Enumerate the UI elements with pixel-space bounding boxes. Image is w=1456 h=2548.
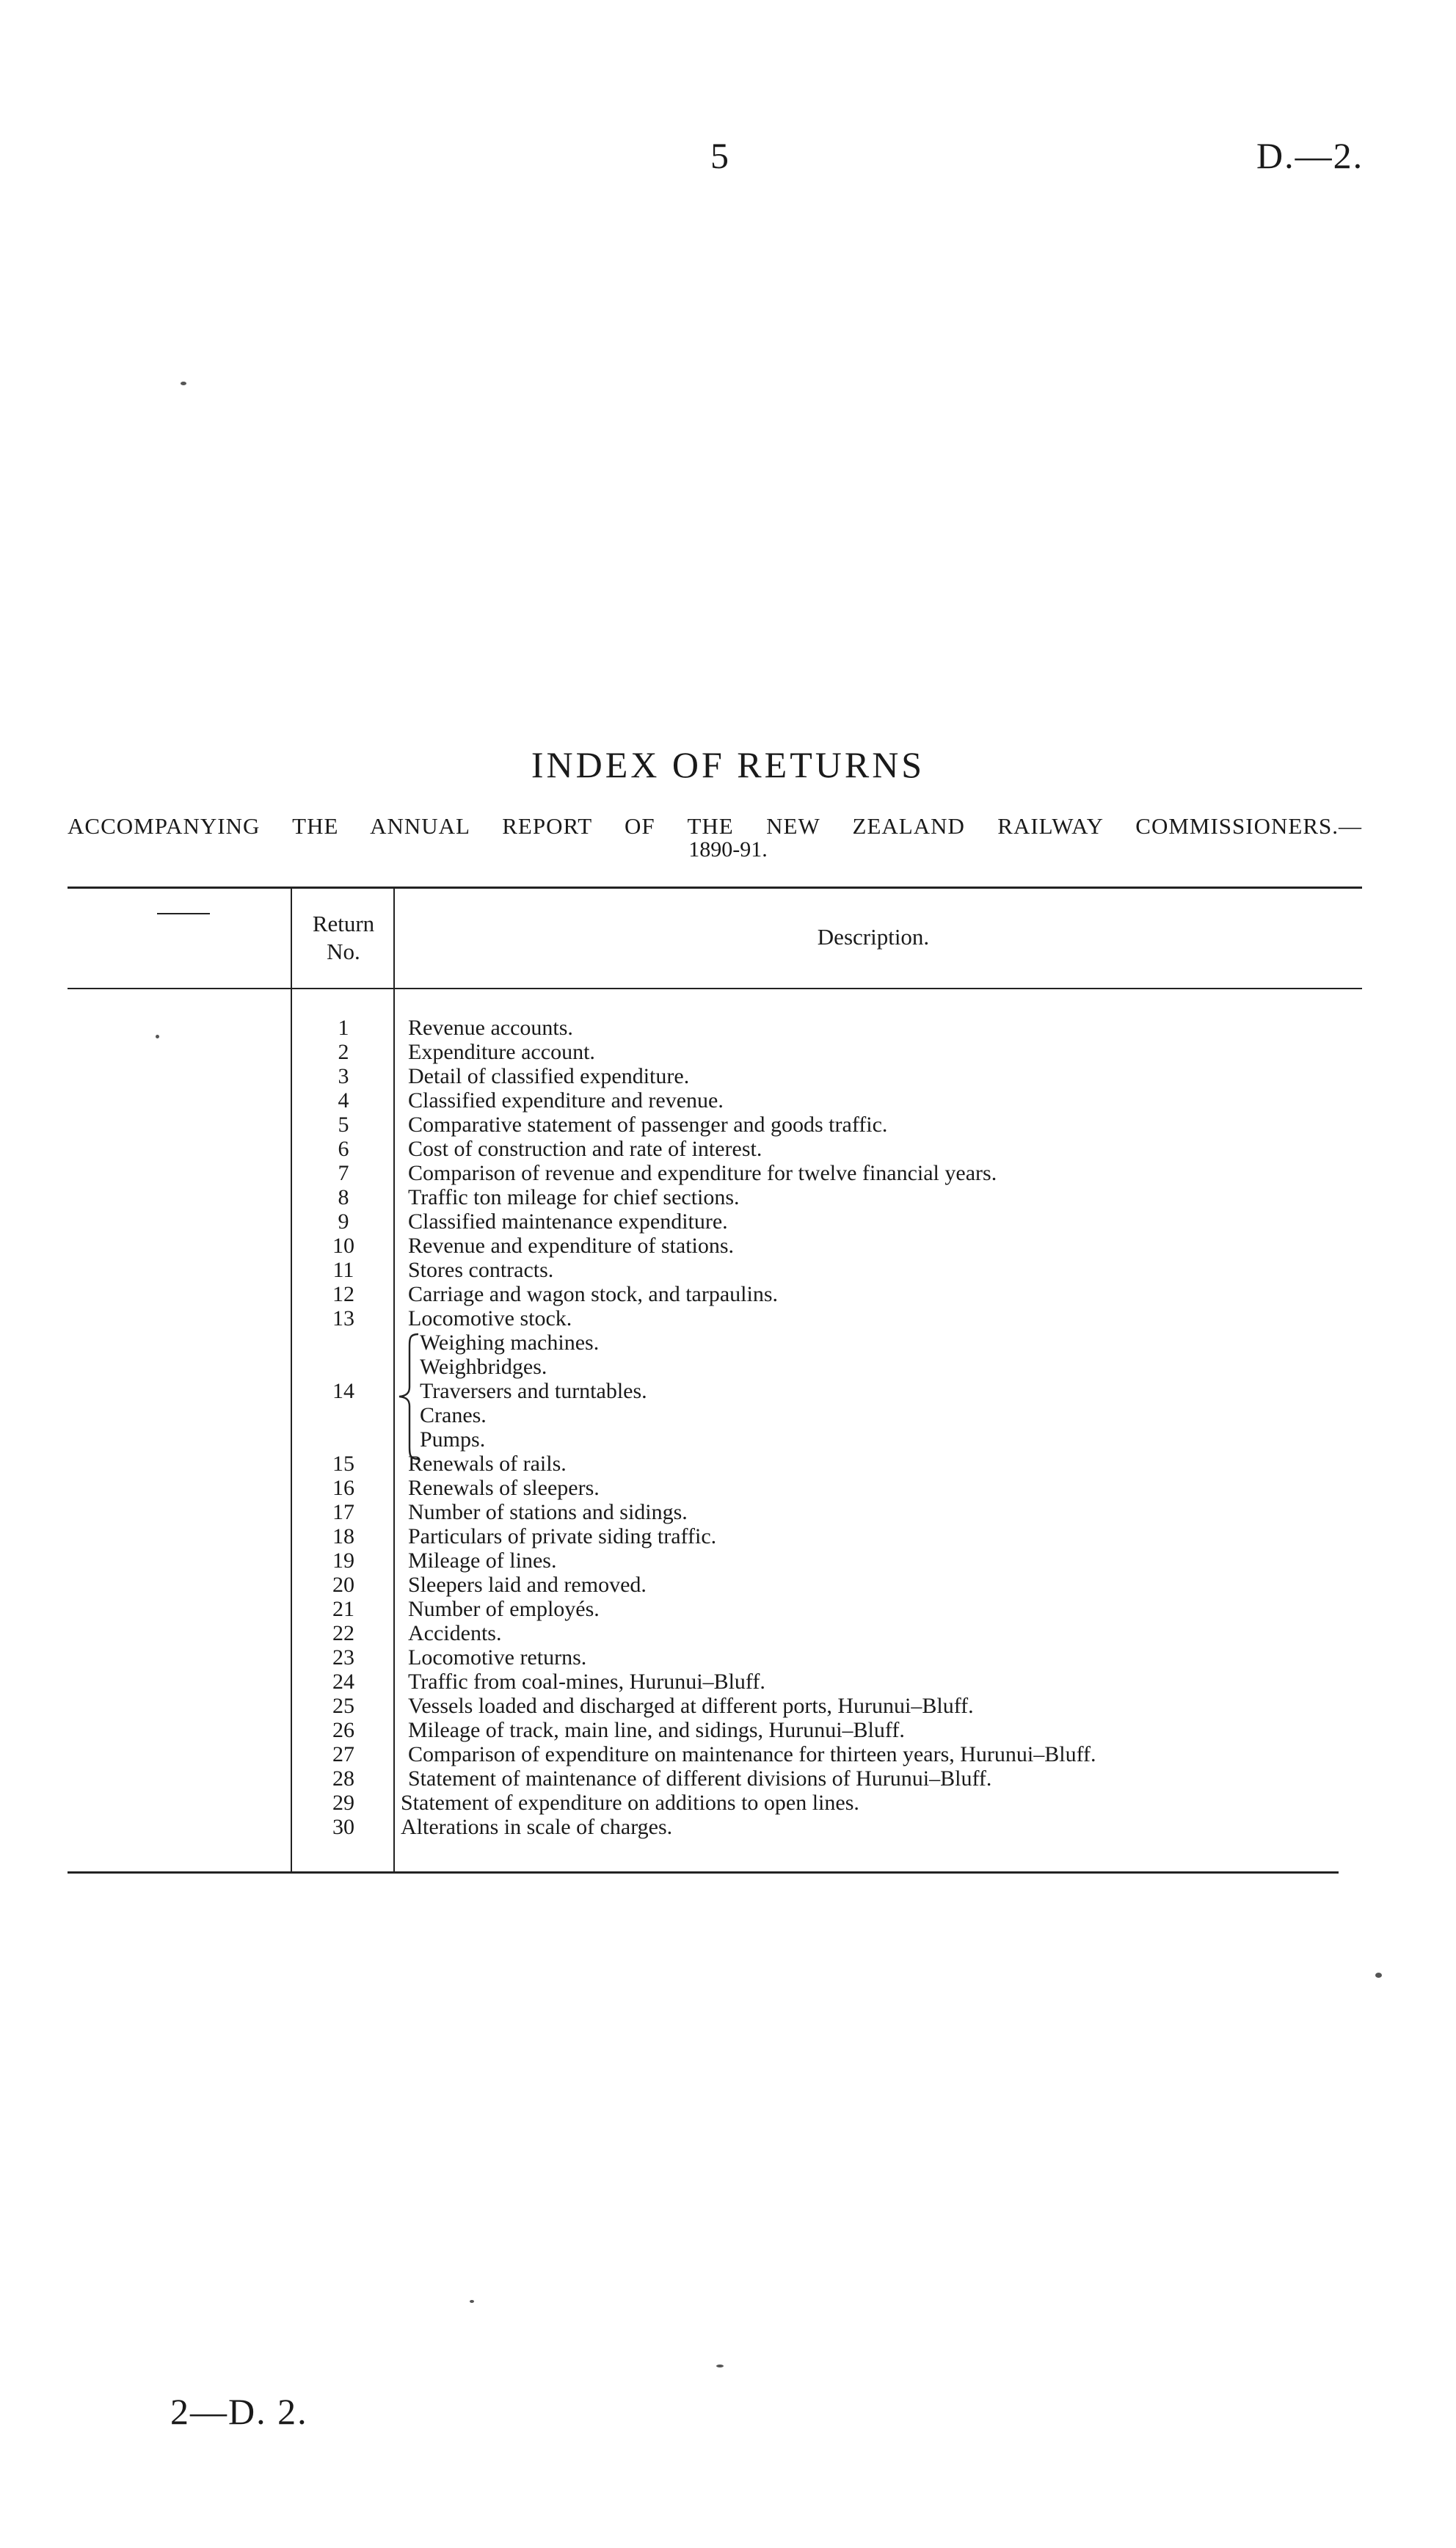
return-number: 9 [338,1209,349,1234]
return-description: Traffic from coal-mines, Hurunui–Bluff. [408,1670,765,1694]
return-description: Traffic ton mileage for chief sections. [408,1185,740,1209]
return-number: 3 [338,1064,349,1088]
grouped-item: Pumps. [420,1427,486,1452]
scan-speck [1375,1973,1382,1978]
signature-mark: 2—D. 2. [170,2391,308,2432]
return-number: 2 [338,1040,349,1064]
return-number: 12 [332,1282,354,1306]
return-description: Revenue and expenditure of stations. [408,1234,735,1258]
return-description: Expenditure account. [408,1040,595,1064]
return-number: 14 [332,1379,354,1403]
return-number: 19 [332,1548,354,1573]
return-number: 17 [332,1500,354,1524]
return-number: 30 [332,1815,354,1839]
return-number: 8 [338,1185,349,1209]
return-number: 20 [332,1573,354,1597]
table-bottom-rule [68,1871,1339,1874]
return-number: 16 [332,1476,354,1500]
return-description: Cost of construction and rate of interest. [408,1137,762,1161]
return-description: Sleepers laid and removed. [408,1573,647,1597]
scan-speck [156,1035,159,1038]
return-description: Comparative statement of passenger and goods traffic. [408,1113,888,1137]
grouped-item: Weighbridges. [420,1355,547,1379]
return-number: 28 [332,1766,354,1791]
return-description: Detail of classified expenditure. [408,1064,690,1088]
return-description: Locomotive returns. [408,1645,587,1670]
return-number: 23 [332,1645,354,1670]
return-number: 7 [338,1161,349,1185]
blank-column-header-dash [157,913,210,914]
table-top-rule [68,887,1362,889]
return-description: Accidents. [408,1621,502,1645]
return-number: 24 [332,1670,354,1694]
return-description: Classified maintenance expenditure. [408,1209,728,1234]
scan-speck [716,2365,724,2367]
return-description: Vessels loaded and discharged at different ports, Hurunui–Bluff. [408,1694,974,1718]
curly-brace-icon [396,1333,421,1460]
return-description: Revenue accounts. [408,1016,573,1040]
return-description: Statement of expenditure on additions to open lines. [401,1791,859,1815]
return-description: Mileage of lines. [408,1548,557,1573]
return-number: 13 [332,1306,354,1331]
document-code: D.—2. [1256,135,1364,176]
return-number: 5 [338,1113,349,1137]
grouped-item: Traversers and turntables. [420,1379,647,1403]
return-description: Comparison of revenue and expenditure for twelve financial years. [408,1161,997,1185]
return-number: 10 [332,1234,354,1258]
return-header-line-2: No. [327,939,360,964]
return-number: 25 [332,1694,354,1718]
return-description: Renewals of sleepers. [408,1476,600,1500]
return-number: 6 [338,1137,349,1161]
return-number: 21 [332,1597,354,1621]
return-description: Number of stations and sidings. [408,1500,688,1524]
return-header-line-1: Return [312,911,375,936]
description-header: Description. [817,924,930,950]
return-number: 1 [338,1016,349,1040]
return-number: 26 [332,1718,354,1742]
return-description: Statement of maintenance of different divisions of Hurunui–Bluff. [408,1766,992,1791]
page-title: INDEX OF RETURNS [531,744,925,785]
return-number: 11 [332,1258,354,1282]
grouped-item: Cranes. [420,1403,487,1427]
grouped-item: Weighing machines. [420,1331,600,1355]
subtitle-line-1: ACCOMPANYING THE ANNUAL REPORT OF THE NEW ZEALAND RAILWAY COMMISSIONERS.— [68,813,1362,839]
return-description: Renewals of rails. [408,1452,567,1476]
return-number: 29 [332,1791,354,1815]
page-number: 5 [710,135,729,176]
subtitle-line-2: 1890-91. [688,837,768,862]
table-header-rule [68,988,1362,989]
return-number: 27 [332,1742,354,1766]
return-description: Particulars of private siding traffic. [408,1524,717,1548]
return-no-header [292,910,395,966]
scan-speck [181,382,186,385]
return-number: 4 [338,1088,349,1113]
return-description: Stores contracts. [408,1258,554,1282]
return-description: Comparison of expenditure on maintenance for thirteen years, Hurunui–Bluff. [408,1742,1096,1766]
return-number: 15 [332,1452,354,1476]
return-description: Mileage of track, main line, and sidings, Hurunui–Bluff. [408,1718,905,1742]
return-number: 18 [332,1524,354,1548]
return-description: Locomotive stock. [408,1306,572,1331]
scan-speck [470,2300,474,2303]
return-description: Classified expenditure and revenue. [408,1088,724,1113]
return-description: Number of employés. [408,1597,600,1621]
return-number: 22 [332,1621,354,1645]
return-description: Alterations in scale of charges. [401,1815,673,1839]
return-description: Carriage and wagon stock, and tarpaulins. [408,1282,779,1306]
